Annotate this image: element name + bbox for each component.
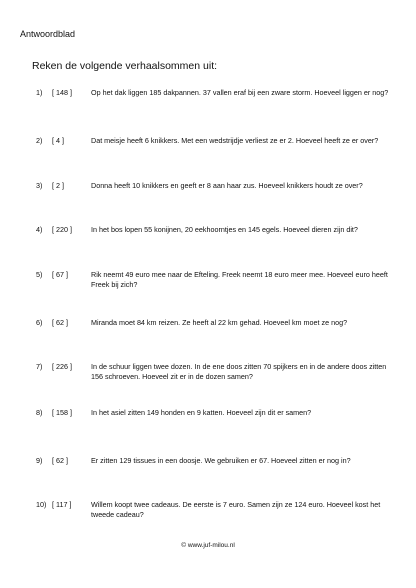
problem-answer: [ 117 ] [52, 500, 72, 509]
problem-question: Dat meisje heeft 6 knikkers. Met een wedstrijdje verliest ze er 2. Hoeveel heeft ze er over? [91, 136, 379, 145]
problem-answer: [ 62 ] [52, 318, 68, 327]
problem-question: Miranda moet 84 km reizen. Ze heeft al 22 km gehad. Hoeveel km moet ze nog? [91, 318, 348, 327]
problem-question: Rik neemt 49 euro mee naar de Efteling. Freek neemt 18 euro meer mee. Hoeveel euro heeft Freek bij zich? [91, 270, 388, 289]
problem-question: In het asiel zitten 149 honden en 9 katten. Hoeveel zijn dit er samen? [91, 408, 312, 417]
problem-answer: [ 226 ] [52, 362, 72, 371]
problem-number: 7) [36, 362, 43, 371]
problem-question: Op het dak liggen 185 dakpannen. 37 vallen eraf bij een zware storm. Hoeveel liggen er nog? [91, 88, 389, 97]
problem-number: 4) [36, 225, 43, 234]
page-header: Antwoordblad [20, 29, 76, 39]
problem-answer: [ 67 ] [52, 270, 68, 279]
problem-number: 9) [36, 456, 43, 465]
problem-question: In de schuur liggen twee dozen. In de ene doos zitten 70 spijkers en in de andere doos zitten 156 schroeven. Hoeveel zit er in de dozen samen? [91, 362, 387, 381]
instruction-text: Reken de volgende verhaalsommen uit: [32, 60, 218, 72]
problem-number: 5) [36, 270, 43, 279]
problem-question: Donna heeft 10 knikkers en geeft er 8 aan haar zus. Hoeveel knikkers houdt ze over? [91, 181, 363, 190]
problem-number: 6) [36, 318, 43, 327]
problem-question: Willem koopt twee cadeaus. De eerste is 7 euro. Samen zijn ze 124 euro. Hoeveel kost het tweede cadeau? [91, 500, 381, 519]
problem-answer: [ 220 ] [52, 225, 72, 234]
problem-answer: [ 158 ] [52, 408, 72, 417]
problem-number: 2) [36, 136, 43, 145]
problem-number: 3) [36, 181, 43, 190]
problem-answer: [ 4 ] [52, 136, 64, 145]
copyright-footer: © www.juf-milou.nl [181, 542, 235, 549]
problem-number: 8) [36, 408, 43, 417]
problem-question: Er zitten 129 tissues in een doosje. We gebruiken er 67. Hoeveel zitten er nog in? [91, 456, 351, 465]
problem-answer: [ 62 ] [52, 456, 68, 465]
problem-answer: [ 148 ] [52, 88, 72, 97]
problem-number: 1) [36, 88, 43, 97]
problem-number: 10) [36, 500, 47, 509]
problem-question: In het bos lopen 55 konijnen, 20 eekhoorntjes en 145 egels. Hoeveel dieren zijn dit? [91, 225, 358, 234]
problem-answer: [ 2 ] [52, 181, 64, 190]
